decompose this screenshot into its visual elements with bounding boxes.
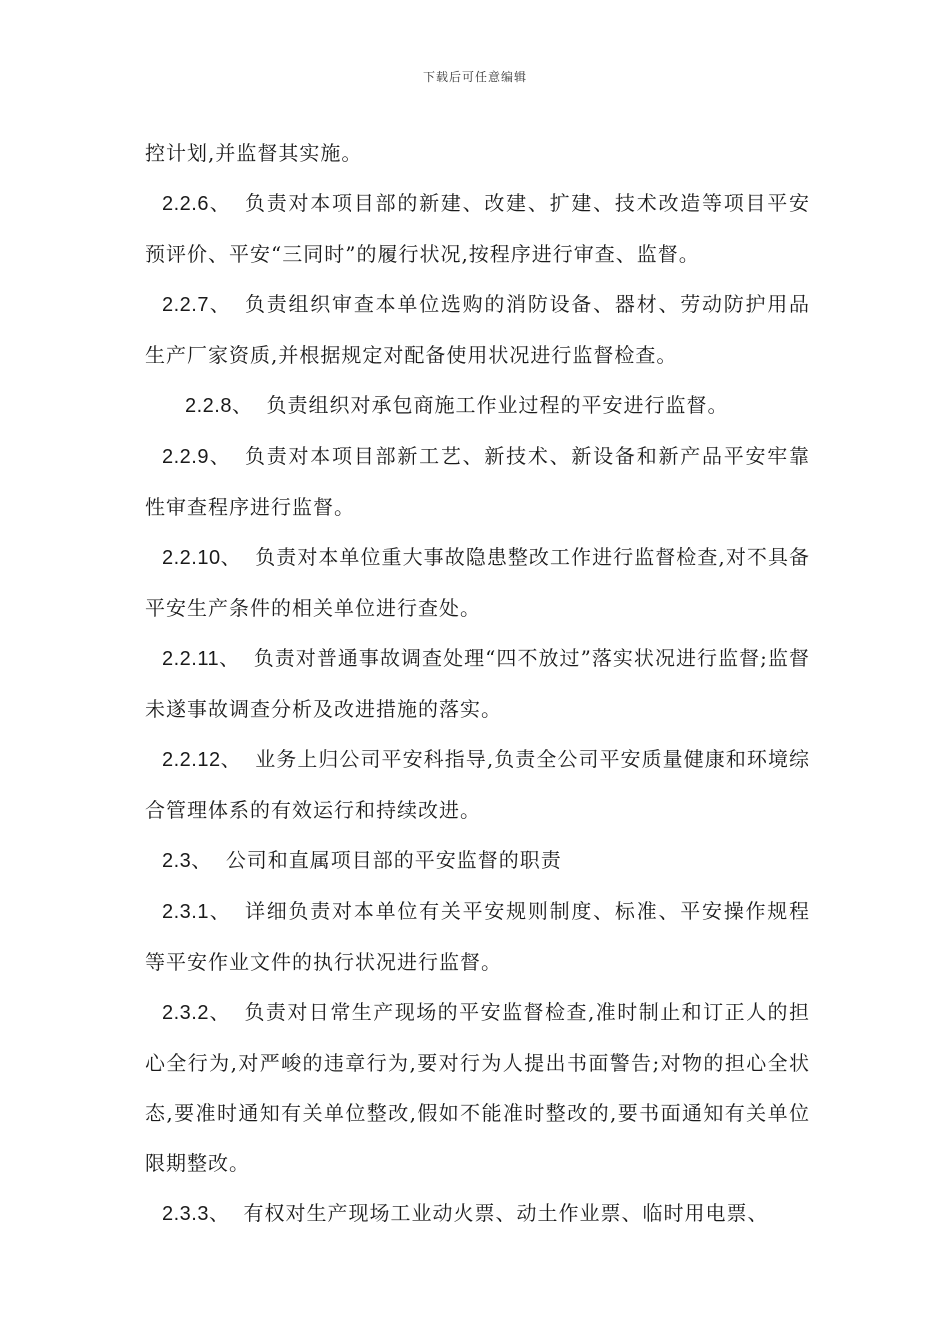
paragraph-2-2-7 <box>145 279 810 380</box>
clause-number: 2.3.2、 <box>162 1002 231 1024</box>
paragraph-2-2-6 <box>145 178 810 279</box>
paragraph-2-2-9 <box>145 431 810 532</box>
paragraph-2-2-8 <box>145 380 810 431</box>
paragraph-text: 负责对普通事故调查处理“四不放过”落实状况进行监督;监督未遂事故调查分析及改进措施的落实。 <box>145 646 810 721</box>
paragraph-text: 控计划,并监督其实施。 <box>145 141 363 165</box>
section-heading-2-3 <box>145 835 810 886</box>
paragraph-text: 负责对本项目部新工艺、新技术、新设备和新产品平安牢靠性审查程序进行监督。 <box>145 444 811 519</box>
clause-number: 2.2.10、 <box>162 547 242 569</box>
clause-number: 2.2.11、 <box>162 648 240 670</box>
paragraph-text: 负责组织审查本单位选购的消防设备、器材、劳动防护用品生产厂家资质,并根据规定对配备使用状况进行监督检查。 <box>145 292 811 367</box>
paragraph-2-2-10 <box>145 532 810 633</box>
page-header-note: 下载后可任意编辑 <box>422 70 527 84</box>
clause-number: 2.3、 <box>162 850 212 872</box>
paragraph-2-3-2 <box>145 987 810 1188</box>
paragraph-text: 负责对本单位重大事故隐患整改工作进行监督检查,对不具备平安生产条件的相关单位进行查处。 <box>145 545 810 620</box>
paragraph-2-3-1 <box>145 886 810 987</box>
paragraph-text: 负责对日常生产现场的平安监督检查,准时制止和订正人的担心全行为,对严峻的违章行为,要对行为人提出书面警告;对物的担心全状态,要准时通知有关单位整改,假如不能准时整改的,要书面通知有关单位限期整改。 <box>145 1000 811 1175</box>
paragraph-text: 公司和直属项目部的平安监督的职责 <box>225 848 562 872</box>
paragraph-text: 业务上归公司平安科指导,负责全公司平安质量健康和环境综合管理体系的有效运行和持续改进。 <box>145 747 810 822</box>
document-body <box>145 128 810 1239</box>
paragraph-text: 负责组织对承包商施工作业过程的平安进行监督。 <box>266 393 729 417</box>
paragraph-text: 负责对本项目部的新建、改建、扩建、技术改造等项目平安预评价、平安“三同时”的履行状况,按程序进行审查、监督。 <box>145 191 811 266</box>
clause-number: 2.3.1、 <box>162 901 232 923</box>
clause-number: 2.3.3、 <box>162 1203 230 1225</box>
clause-number: 2.2.9、 <box>162 446 232 468</box>
clause-number: 2.2.8、 <box>185 395 253 417</box>
paragraph-2-2-12 <box>145 734 810 835</box>
clause-number: 2.2.12、 <box>162 749 242 771</box>
paragraph-2-2-11 <box>145 633 810 734</box>
paragraph-2-3-3 <box>145 1188 810 1239</box>
clause-number: 2.2.7、 <box>162 294 232 316</box>
paragraph-continuation <box>145 128 810 178</box>
paragraph-text: 有权对生产现场工业动火票、动土作业票、临时用电票、 <box>243 1201 769 1225</box>
paragraph-text: 详细负责对本单位有关平安规则制度、标准、平安操作规程等平安作业文件的执行状况进行监督。 <box>145 899 811 974</box>
clause-number: 2.2.6、 <box>162 193 232 215</box>
